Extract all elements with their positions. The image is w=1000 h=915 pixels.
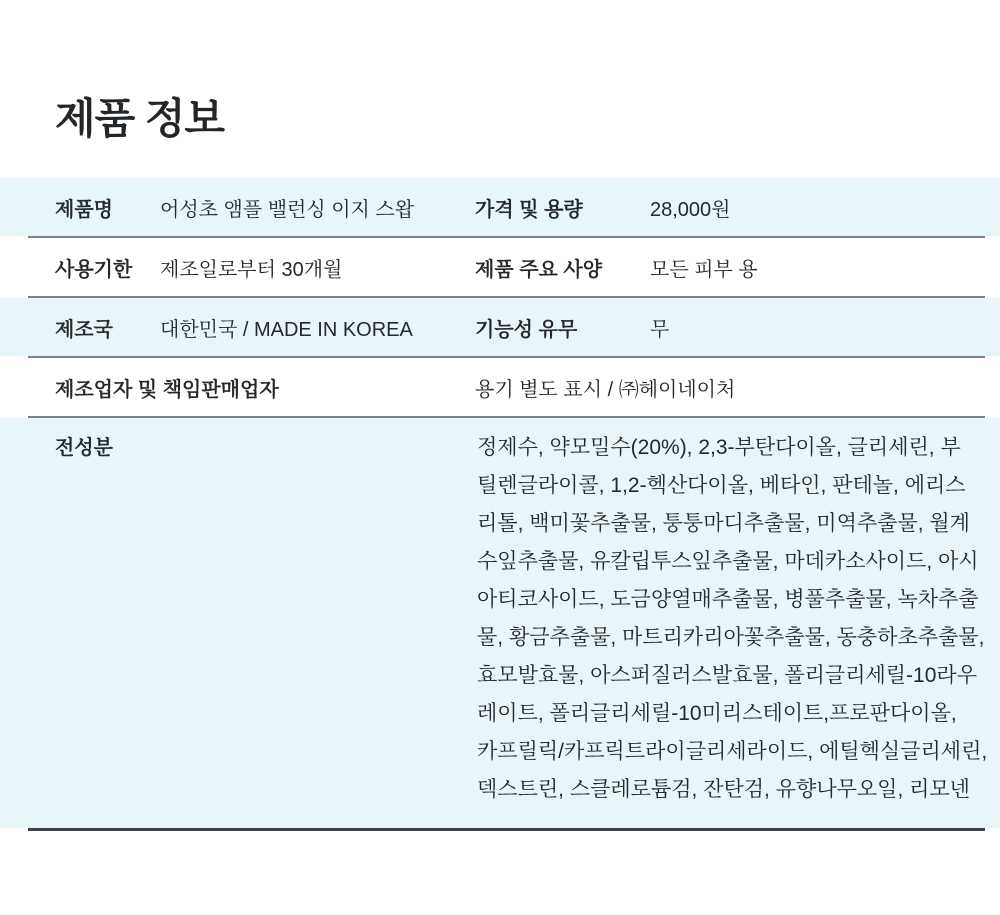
ingredients-line: 덱스트린, 스클레로튬검, 잔탄검, 유향나무오일, 리모넨 <box>477 778 970 801</box>
value-manufacturer: 용기 별도 표시 / ㈜헤이네이처 <box>475 378 736 401</box>
ingredients-line: 물, 황금추출물, 마트리카리아꽃추출물, 동충하초추출물, <box>477 626 985 649</box>
table-row-manufacturer <box>0 358 1000 416</box>
page-title: 제품 정보 <box>55 95 224 142</box>
ingredients-line: 틸렌글라이콜, 1,2-헥산다이올, 베타인, 판테놀, 에리스 <box>477 474 966 497</box>
table-bottom-border <box>28 828 985 831</box>
table-row-ingredients <box>0 418 1000 828</box>
value-expiry: 제조일로부터 30개월 <box>160 258 343 281</box>
ingredients-line: 레이트, 폴리글리세릴-10미리스테이트,프로판다이올, <box>477 702 957 725</box>
value-main-spec: 모든 피부 용 <box>650 258 758 281</box>
label-country: 제조국 <box>55 318 113 341</box>
ingredients-text <box>477 418 988 809</box>
ingredients-line: 리톨, 백미꽃추출물, 퉁퉁마디추출물, 미역추출물, 월계 <box>477 512 970 535</box>
label-manufacturer: 제조업자 및 책임판매업자 <box>55 378 279 401</box>
value-product-name: 어성초 앰플 밸런싱 이지 스왑 <box>160 198 415 221</box>
ingredients-line: 아티코사이드, 도금양열매추출물, 병풀추출물, 녹차추출 <box>477 588 979 611</box>
ingredients-line: 수잎추출물, 유칼립투스잎추출물, 마데카소사이드, 아시 <box>477 550 979 573</box>
label-expiry: 사용기한 <box>55 258 133 281</box>
ingredients-line: 카프릴릭/카프릭트라이글리세라이드, 에틸헥실글리세린, <box>477 740 988 763</box>
value-price-volume: 28,000원 <box>650 198 731 221</box>
label-price-volume: 가격 및 용량 <box>475 198 583 221</box>
value-country: 대한민국 / MADE IN KOREA <box>160 318 413 341</box>
product-info-table <box>0 178 1000 831</box>
label-ingredients: 전성분 <box>55 437 113 459</box>
label-product-name: 제품명 <box>55 198 113 221</box>
table-row-expiry <box>0 238 1000 296</box>
ingredients-line: 효모발효물, 아스퍼질러스발효물, 폴리글리세릴-10라우 <box>477 664 977 687</box>
table-row-product-name <box>0 178 1000 236</box>
value-functional: 무 <box>650 318 670 341</box>
ingredients-line: 정제수, 약모밀수(20%), 2,3-부탄다이올, 글리세린, 부 <box>477 436 961 459</box>
label-functional: 기능성 유무 <box>475 318 578 341</box>
table-row-country <box>0 298 1000 356</box>
label-main-spec: 제품 주요 사양 <box>475 258 603 281</box>
